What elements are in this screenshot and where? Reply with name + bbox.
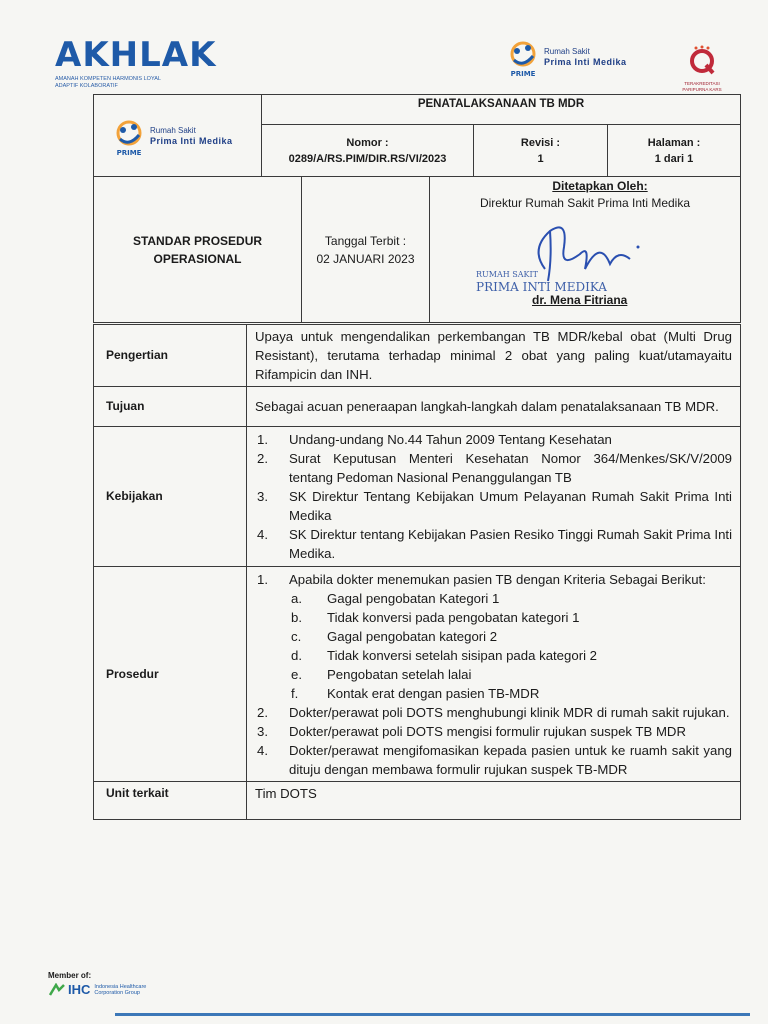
prosedur-label: Prosedur: [94, 567, 247, 782]
revisi-label: Revisi :: [520, 136, 561, 149]
hospital-logo-top: [506, 40, 627, 78]
hospital-logo-header: [112, 119, 279, 157]
row-pengertian: [94, 325, 741, 387]
hospital-name: Prima Inti Medika: [544, 57, 627, 67]
hospital-stamp: [476, 269, 607, 293]
halaman-cell: [608, 125, 741, 177]
hospital-prefix: Rumah Sakit: [150, 125, 196, 135]
prosedur-list: [247, 567, 741, 782]
row-kebijakan: [94, 427, 741, 567]
unit-label: Unit terkait: [94, 782, 247, 820]
sop-content-table: [93, 324, 741, 820]
list-item: 3. SK Direktur Tentang Kebijakan Umum Pelayanan Rumah Sakit Prima Inti Medika: [257, 489, 732, 523]
footer-member: [48, 971, 154, 997]
ditetapkan-cell: [430, 177, 741, 323]
prime-logo-icon: [112, 119, 146, 157]
tujuan-label: Tujuan: [94, 387, 247, 427]
halaman-value: 1 dari 1: [654, 152, 694, 165]
list-item: 1. Apabila dokter menemukan pasien TB dengan Kriteria Sebagai Berikut:: [257, 572, 706, 587]
accreditation-badge: [672, 42, 732, 93]
member-label: Member of:: [48, 971, 92, 980]
list-item: 4. SK Direktur tentang Kebijakan Pasien Resiko Tinggi Rumah Sakit Prima Inti Medika.: [257, 527, 732, 561]
document-title: PENATALAKSANAAN TB MDR: [262, 95, 741, 125]
row-tujuan: [94, 387, 741, 427]
sop-label-cell: [94, 177, 302, 323]
accreditation-q-icon: [682, 42, 722, 76]
row-prosedur: [94, 567, 741, 782]
ihc-title: IHC: [68, 982, 91, 997]
akhlak-logo: [55, 36, 216, 90]
list-item: 2. Dokter/perawat poli DOTS menghubungi klinik MDR di rumah sakit rujukan.: [257, 705, 730, 720]
list-item: 1. Undang-undang No.44 Tahun 2009 Tentang Kesehatan: [257, 432, 612, 447]
tanggal-label: Tanggal Terbit :: [324, 233, 407, 248]
stamp-line-2: PRIMA INTI MEDIKA: [476, 280, 607, 294]
unit-text: Tim DOTS: [247, 782, 741, 820]
sop-line-2: OPERASIONAL: [153, 251, 242, 266]
hospital-logo-text: [544, 47, 627, 67]
sub-list-item: e. Pengobatan setelah lalai: [291, 667, 472, 682]
list-item: 3. Dokter/perawat poli DOTS mengisi formulir rujukan suspek TB MDR: [257, 724, 686, 739]
nomor-cell: [262, 125, 474, 177]
tanggal-cell: [302, 177, 430, 323]
hospital-name: Prima Inti Medika: [150, 135, 233, 146]
sop-line-1: STANDAR PROSEDUR: [132, 233, 263, 248]
prime-mark-text: PRIME: [510, 70, 536, 78]
list-item: 4. Dokter/perawat mengifomasikan kepada pasien untuk ke ruamh sakit yang dituju dengan membawa formulir rujukan suspek TB-MDR: [257, 743, 732, 777]
footer-rule: [115, 1013, 750, 1016]
sub-list-item: f. Kontak erat dengan pasien TB-MDR: [291, 686, 540, 701]
sub-list-item: a. Gagal pengobatan Kategori 1: [291, 591, 500, 606]
list-item: 2. Surat Keputusan Menteri Kesehatan Nomor 364/Menkes/SK/V/2009 tentang Pedoman Nasional Penanggulangan TB: [257, 451, 732, 485]
akhlak-title: AKHLAK: [55, 35, 217, 75]
kebijakan-list: [247, 427, 741, 567]
tanggal-value: 02 JANUARI 2023: [316, 251, 415, 266]
hospital-logo-text: [150, 126, 233, 146]
signatory-name: dr. Mena Fitriana: [532, 293, 628, 307]
revisi-cell: [474, 125, 608, 177]
ihc-mark-icon: [48, 983, 66, 997]
sub-list-item: d. Tidak konversi setelah sisipan pada kategori 2: [291, 648, 598, 663]
tujuan-text: Sebagai acuan peneraapan langkah-langkah dalam penatalaksanaan TB MDR.: [247, 387, 741, 427]
sub-list-item: b. Tidak konversi pada pengobatan kategori 1: [291, 610, 580, 625]
pengertian-text: Upaya untuk mengendalikan perkembangan TB MDR/kebal obat (Multi Drug Resistant), terutama terhadap minimal 2 obat yang paling kuat/utamayaitu Rifampicin dan INH.: [247, 325, 741, 387]
akhlak-subtitle: AMANAH KOMPETEN HARMONIS LOYAL ADAPTIF KOLABORATIF: [55, 76, 161, 89]
ihc-full-name: Indonesia Healthcare Corporation Group: [94, 983, 147, 996]
info-table: [93, 176, 741, 323]
header-logo-cell: [94, 95, 262, 177]
row-unit-terkait: [94, 782, 741, 820]
kebijakan-label: Kebijakan: [94, 427, 247, 567]
jabatan: Direktur Rumah Sakit Prima Inti Medika: [479, 196, 691, 210]
revisi-value: 1: [537, 152, 544, 165]
halaman-label: Halaman :: [647, 136, 701, 149]
ihc-logo: [48, 982, 154, 997]
hospital-prefix: Rumah Sakit: [544, 47, 590, 56]
sub-list-item: c. Gagal pengobatan kategori 2: [291, 629, 498, 644]
stamp-line-1: RUMAH SAKIT: [476, 270, 538, 279]
pengertian-label: Pengertian: [94, 325, 247, 387]
prime-mark-text: PRIME: [116, 148, 142, 157]
nomor-label: Nomor :: [346, 136, 389, 149]
accreditation-text: TERAKREDITASI PARIPURNA KARS: [682, 81, 722, 92]
prime-logo-icon: [506, 40, 540, 78]
header-table: [93, 94, 741, 177]
nomor-value: 0289/A/RS.PIM/DIR.RS/VI/2023: [288, 152, 447, 165]
ditetapkan-label: Ditetapkan Oleh:: [552, 179, 648, 193]
